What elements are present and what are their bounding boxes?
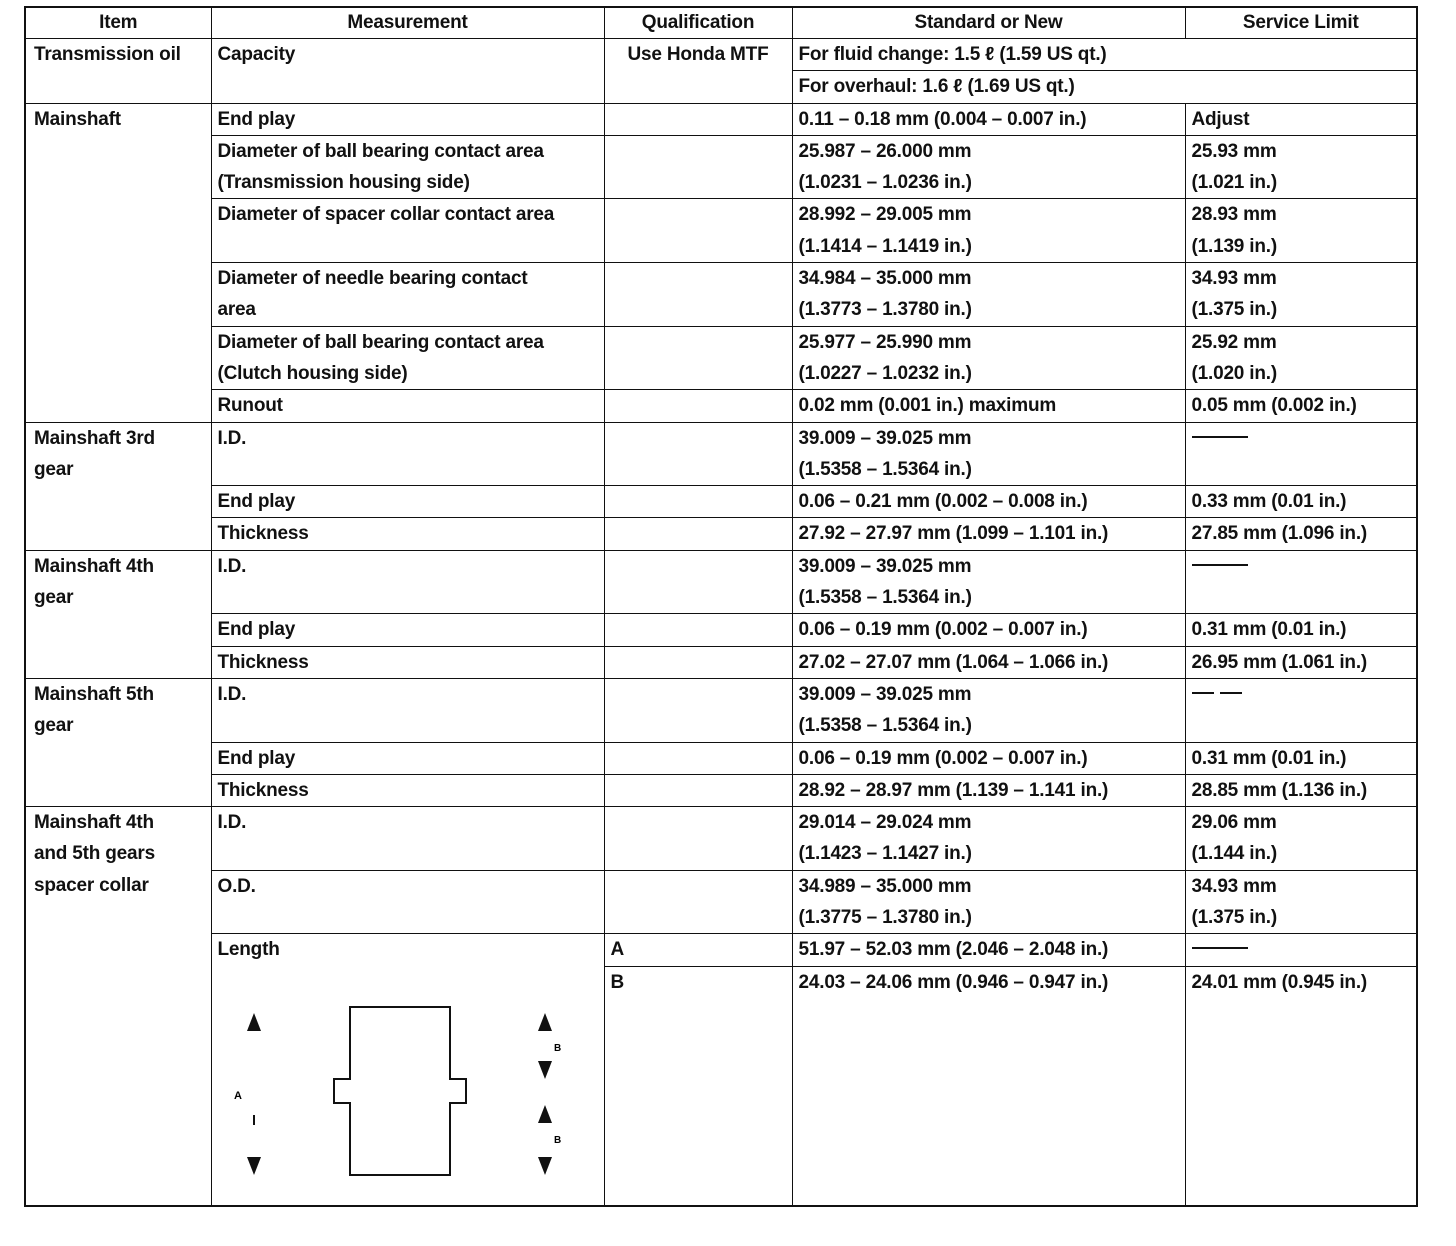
standard-value: 24.03 – 24.06 mm (0.946 – 0.947 in.): [792, 966, 1185, 1206]
value-line: (1.3773 – 1.3780 in.): [798, 299, 972, 321]
label-line: I.D.: [217, 683, 247, 705]
arrow-down-icon: [538, 1061, 552, 1079]
measurement-od: [211, 870, 604, 934]
label-line: Diameter of needle bearing contact: [217, 268, 528, 290]
qualification-cell: [604, 422, 792, 486]
measurement-id: [211, 550, 604, 614]
service-limit-none: [1185, 678, 1417, 742]
qualification-cell: [604, 199, 792, 263]
service-limit-none: [1185, 550, 1417, 614]
arrow-up-icon: [538, 1105, 552, 1123]
value-line: 39.009 – 39.025 mm: [798, 555, 972, 577]
table-row: [25, 742, 1417, 774]
label-line: Diameter of ball bearing contact area: [217, 140, 544, 162]
standard-value: 0.06 – 0.19 mm (0.002 – 0.007 in.): [792, 614, 1185, 646]
standard-value: 0.02 mm (0.001 in.) maximum: [792, 390, 1185, 422]
item-spacer-collar: [25, 807, 211, 1207]
value-line: (1.5358 – 1.5364 in.): [798, 587, 972, 609]
service-limit-value: 0.05 mm (0.002 in.): [1185, 390, 1417, 422]
header-item: Item: [25, 7, 211, 39]
measurement-ball-bearing-transmission: [211, 135, 604, 199]
item-transmission-oil: Transmission oil: [25, 39, 211, 104]
measurement-thickness: Thickness: [211, 518, 604, 550]
measurement-end-play: End play: [211, 486, 604, 518]
dash-mark: [1192, 947, 1248, 949]
standard-value: [792, 326, 1185, 390]
service-limit-none: [1185, 934, 1417, 967]
label-line: O.D.: [217, 875, 256, 897]
measurement-ball-bearing-clutch: [211, 326, 604, 390]
value-line: (1.375 in.): [1191, 907, 1277, 929]
measurement-runout: Runout: [211, 390, 604, 422]
value-line: (1.5358 – 1.5364 in.): [798, 715, 972, 737]
table-row: [25, 390, 1417, 422]
standard-value: [792, 263, 1185, 327]
qualification-mtf: Use Honda MTF: [604, 39, 792, 104]
value-line: 34.93 mm: [1191, 875, 1277, 897]
label-line: (Transmission housing side): [217, 172, 470, 194]
value-line: (1.020 in.): [1191, 362, 1277, 384]
value-line: 34.984 – 35.000 mm: [798, 268, 972, 290]
measurement-id: [211, 678, 604, 742]
table-row: [25, 518, 1417, 550]
dash-mark: [1220, 692, 1242, 694]
standard-value: [792, 135, 1185, 199]
qualification-cell: [604, 550, 792, 614]
standard-value: [792, 199, 1185, 263]
measurement-id: [211, 807, 604, 871]
qualification-cell: [604, 103, 792, 135]
value-line: 25.92 mm: [1191, 331, 1277, 353]
diagram-label-a: A: [233, 1090, 242, 1103]
value-line: 39.009 – 39.025 mm: [798, 683, 972, 705]
service-limit-value: [1185, 199, 1417, 263]
table-row: [25, 135, 1417, 199]
service-limit-value: 27.85 mm (1.096 in.): [1185, 518, 1417, 550]
standard-value: 28.92 – 28.97 mm (1.139 – 1.141 in.): [792, 774, 1185, 806]
label-line: Diameter of ball bearing contact area: [217, 331, 544, 353]
measurement-capacity: Capacity: [211, 39, 604, 104]
arrow-up-icon: [538, 1013, 552, 1031]
service-limit-value: [1185, 870, 1417, 934]
table-row: [25, 422, 1417, 486]
item-line: Mainshaft 4th: [34, 555, 154, 577]
qualification-a: A: [604, 934, 792, 967]
item-line: Mainshaft 4th: [34, 812, 154, 834]
qualification-cell: [604, 774, 792, 806]
dash-mark: [1192, 436, 1248, 438]
label-line: I.D.: [217, 555, 247, 577]
item-mainshaft: Mainshaft: [25, 103, 211, 422]
standard-value: 51.97 – 52.03 mm (2.046 – 2.048 in.): [792, 934, 1185, 967]
qualification-cell: [604, 326, 792, 390]
measurement-spacer-collar-contact: [211, 199, 604, 263]
label-line: I.D.: [217, 812, 247, 834]
service-limit-value: 26.95 mm (1.061 in.): [1185, 646, 1417, 678]
standard-value: 0.11 – 0.18 mm (0.004 – 0.007 in.): [792, 103, 1185, 135]
value-line: (1.3775 – 1.3780 in.): [798, 907, 972, 929]
measurement-id: [211, 422, 604, 486]
service-limit-value: 0.33 mm (0.01 in.): [1185, 486, 1417, 518]
qualification-cell: [604, 870, 792, 934]
qualification-cell: [604, 807, 792, 871]
service-limit-value: 0.31 mm (0.01 in.): [1185, 614, 1417, 646]
table-row: [25, 326, 1417, 390]
table-row: [25, 870, 1417, 934]
item-line: Mainshaft 3rd: [34, 427, 155, 449]
length-label: Length: [217, 939, 280, 961]
value-line: 25.987 – 26.000 mm: [798, 140, 972, 162]
measurement-end-play: End play: [211, 103, 604, 135]
qualification-cell: [604, 614, 792, 646]
dash-mark: [1192, 564, 1248, 566]
service-limit-none: [1185, 422, 1417, 486]
service-limit-value: 24.01 mm (0.945 in.): [1185, 966, 1417, 1206]
arrow-up-icon: [247, 1013, 261, 1031]
standard-value: 27.02 – 27.07 mm (1.064 – 1.066 in.): [792, 646, 1185, 678]
specification-table: [24, 6, 1418, 1207]
table-row: [25, 199, 1417, 263]
dash-mark: [1192, 692, 1214, 694]
value-line: (1.1423 – 1.1427 in.): [798, 843, 972, 865]
measurement-end-play: End play: [211, 614, 604, 646]
value-line: 29.014 – 29.024 mm: [798, 812, 972, 834]
header-qualification: Qualification: [604, 7, 792, 39]
table-row: [25, 103, 1417, 135]
value-line: (1.144 in.): [1191, 843, 1277, 865]
label-line: (Clutch housing side): [217, 362, 408, 384]
value-line: (1.139 in.): [1191, 235, 1277, 257]
table-row: [25, 263, 1417, 327]
standard-value: 0.06 – 0.19 mm (0.002 – 0.007 in.): [792, 742, 1185, 774]
measurement-thickness: Thickness: [211, 774, 604, 806]
table-row: [25, 678, 1417, 742]
collar-outline: [334, 1007, 466, 1175]
qualification-cell: [604, 263, 792, 327]
table-row: [25, 39, 1417, 71]
value-line: 34.989 – 35.000 mm: [798, 875, 972, 897]
item-line: gear: [34, 587, 74, 609]
standard-value: [792, 678, 1185, 742]
table-row: [25, 934, 1417, 967]
item-line: Mainshaft 5th: [34, 683, 154, 705]
service-limit-value: 28.85 mm (1.136 in.): [1185, 774, 1417, 806]
table-row: [25, 614, 1417, 646]
service-limit-value: [1185, 135, 1417, 199]
item-line: and 5th gears: [34, 843, 155, 865]
table-row: [25, 550, 1417, 614]
value-line: 25.93 mm: [1191, 140, 1277, 162]
spacer-collar-diagram: [212, 965, 604, 1205]
measurement-length: [211, 934, 604, 1207]
table-row: [25, 807, 1417, 871]
item-mainshaft-3rd-gear: [25, 422, 211, 550]
table-row: [25, 486, 1417, 518]
value-line: 39.009 – 39.025 mm: [798, 427, 972, 449]
item-mainshaft-5th-gear: [25, 678, 211, 806]
header-standard: Standard or New: [792, 7, 1185, 39]
header-service-limit: Service Limit: [1185, 7, 1417, 39]
standard-value: [792, 807, 1185, 871]
value-line: 25.977 – 25.990 mm: [798, 331, 972, 353]
service-limit-value: [1185, 326, 1417, 390]
item-line: spacer collar: [34, 874, 149, 896]
qualification-b: B: [604, 966, 792, 1206]
value-line: (1.021 in.): [1191, 172, 1277, 194]
service-limit-value: [1185, 807, 1417, 871]
item-mainshaft-4th-gear: [25, 550, 211, 678]
header-measurement: Measurement: [211, 7, 604, 39]
standard-fluid-change: For fluid change: 1.5 ℓ (1.59 US qt.): [792, 39, 1417, 71]
standard-value: 27.92 – 27.97 mm (1.099 – 1.101 in.): [792, 518, 1185, 550]
standard-overhaul: For overhaul: 1.6 ℓ (1.69 US qt.): [792, 71, 1417, 103]
diagram-label-b: B: [553, 1135, 561, 1147]
value-line: 28.93 mm: [1191, 204, 1277, 226]
item-line: gear: [34, 715, 74, 737]
qualification-cell: [604, 486, 792, 518]
arrow-down-icon: [538, 1157, 552, 1175]
value-line: (1.0231 – 1.0236 in.): [798, 172, 972, 194]
standard-value: [792, 550, 1185, 614]
value-line: 34.93 mm: [1191, 268, 1277, 290]
service-limit-value: 0.31 mm (0.01 in.): [1185, 742, 1417, 774]
service-limit-value: [1185, 263, 1417, 327]
diagram-label-b: B: [553, 1043, 561, 1055]
standard-value: 0.06 – 0.21 mm (0.002 – 0.008 in.): [792, 486, 1185, 518]
arrow-down-icon: [247, 1157, 261, 1175]
qualification-cell: [604, 518, 792, 550]
item-line: gear: [34, 458, 74, 480]
value-line: (1.1414 – 1.1419 in.): [798, 235, 972, 257]
value-line: (1.375 in.): [1191, 299, 1277, 321]
value-line: (1.5358 – 1.5364 in.): [798, 458, 972, 480]
standard-value: [792, 422, 1185, 486]
value-line: (1.0227 – 1.0232 in.): [798, 362, 972, 384]
label-line: I.D.: [217, 427, 247, 449]
value-line: 29.06 mm: [1191, 812, 1277, 834]
table-row: [25, 774, 1417, 806]
measurement-needle-bearing: [211, 263, 604, 327]
header-row: [25, 7, 1417, 39]
qualification-cell: [604, 742, 792, 774]
measurement-thickness: Thickness: [211, 646, 604, 678]
qualification-cell: [604, 135, 792, 199]
qualification-cell: [604, 678, 792, 742]
table-row: [25, 646, 1417, 678]
measurement-end-play: End play: [211, 742, 604, 774]
qualification-cell: [604, 390, 792, 422]
standard-value: [792, 870, 1185, 934]
service-limit-value: Adjust: [1185, 103, 1417, 135]
value-line: 28.992 – 29.005 mm: [798, 204, 972, 226]
qualification-cell: [604, 646, 792, 678]
label-line: Diameter of spacer collar contact area: [217, 204, 555, 226]
label-line: area: [217, 299, 256, 321]
